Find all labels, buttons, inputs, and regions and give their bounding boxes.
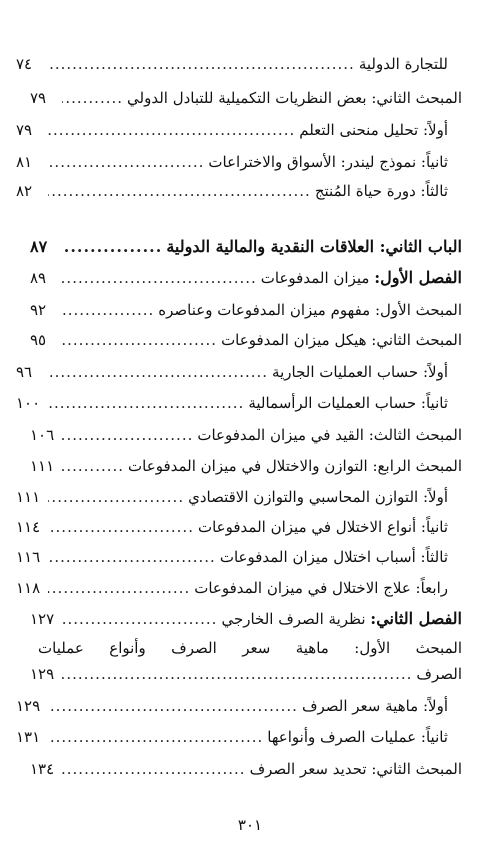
leader-dots xyxy=(62,300,154,320)
toc-page-number: ١٣١ xyxy=(16,728,41,746)
toc-entry xyxy=(16,54,448,74)
leader-dots xyxy=(48,696,298,716)
toc-entry xyxy=(16,362,448,382)
toc-entry-text: أولاً: تحليل منحنى التعلم xyxy=(299,121,448,139)
toc-entry-text: ثالثاً: أسباب اختلال ميزان المدفوعات xyxy=(219,548,448,566)
toc-entry xyxy=(30,88,462,108)
toc-entry xyxy=(30,300,462,320)
toc-page-number: ٧٤ xyxy=(16,55,33,73)
toc-chapter-heading xyxy=(30,609,462,629)
toc-entry-text: رابعاً: علاج الاختلال في ميزان المدفوعات xyxy=(194,579,448,597)
toc-entry-text: المبحث الثاني: بعض النظريات التكميلية للتبادل الدولي xyxy=(127,89,462,107)
toc-page-number: ٩٥ xyxy=(30,331,47,349)
toc-entry-text: للتجارة الدولية xyxy=(358,55,448,73)
page-number: ٣٠١ xyxy=(237,816,263,834)
toc-entry-text: المبحث الأول: مفهوم ميزان المدفوعات وعناصره xyxy=(158,301,462,319)
toc-entry-text: الباب الثاني: العلاقات النقدية والمالية الدولية xyxy=(166,237,462,256)
toc-entry xyxy=(30,425,462,445)
leader-dots xyxy=(48,152,204,172)
toc-entry-text: المبحث الثاني: تحديد سعر الصرف xyxy=(249,760,462,778)
toc-entry-text: المبحث الرابع: التوازن والاختلال في ميزان المدفوعات xyxy=(128,457,462,475)
toc-entry-text: ثالثاً: دورة حياة المُنتج xyxy=(314,182,448,200)
toc-page-number: ٩٦ xyxy=(16,363,33,381)
toc-entry xyxy=(16,393,448,413)
toc-entry-text: ميزان المدفوعات xyxy=(260,269,375,287)
toc-entry xyxy=(16,696,448,716)
leader-dots xyxy=(62,88,123,108)
toc-page-number: ١٢٩ xyxy=(16,697,41,715)
toc-entry xyxy=(16,578,448,598)
toc-entry xyxy=(30,664,462,684)
leader-dots xyxy=(62,609,217,629)
toc-entry xyxy=(30,456,462,476)
toc-entry-text: أولاً: ماهية سعر الصرف xyxy=(301,697,448,715)
toc-chapter-heading xyxy=(30,268,462,288)
leader-dots xyxy=(48,578,190,598)
leader-dots xyxy=(48,727,263,747)
leader-dots xyxy=(62,330,217,350)
toc-entry xyxy=(16,181,448,201)
leader-dots xyxy=(48,362,268,382)
toc-page-number: ١١١ xyxy=(16,488,41,506)
leader-dots xyxy=(62,237,162,257)
toc-entry-text: ثانياً: أنواع الاختلال في ميزان المدفوعات xyxy=(197,518,448,536)
toc-entry-line1: المبحث الأول: ماهية سعر الصرف وأنواع عمليات xyxy=(38,639,462,657)
leader-dots xyxy=(48,547,216,567)
toc-entry-text: نظرية الصرف الخارجي xyxy=(221,610,371,628)
toc-entry-text: ثانياً: حساب العمليات الرأسمالية xyxy=(248,394,448,412)
leader-dots xyxy=(48,54,355,74)
toc-entry-text: ثانياً: عمليات الصرف وأنواعها xyxy=(267,728,448,746)
toc-entry-text: أولاً: التوازن المحاسبي والتوازن الاقتصادي xyxy=(188,488,448,506)
toc-page-number: ١١٨ xyxy=(16,579,41,597)
leader-dots xyxy=(48,181,311,201)
toc-entry xyxy=(30,330,462,350)
toc-entry xyxy=(30,759,462,779)
toc-entry-text: المبحث الثاني: هيكل ميزان المدفوعات xyxy=(221,331,462,349)
chapter-label: الفصل الثاني: xyxy=(370,609,462,628)
toc-entry xyxy=(16,152,448,172)
leader-dots xyxy=(62,759,246,779)
leader-dots xyxy=(48,120,295,140)
toc-page-number: ٩٢ xyxy=(30,301,47,319)
toc-entry xyxy=(16,517,448,537)
toc-page-number: ١١١ xyxy=(30,457,55,475)
toc-page-number: ٨٩ xyxy=(30,269,47,287)
toc-entry xyxy=(16,120,448,140)
toc-page-number: ١١٤ xyxy=(16,518,41,536)
leader-dots xyxy=(48,393,244,413)
toc-page-number: ١٠٠ xyxy=(16,394,41,412)
leader-dots xyxy=(62,425,193,445)
leader-dots xyxy=(48,517,194,537)
toc-entry-text: الصرف xyxy=(416,665,462,683)
toc-entry-text: أولاً: حساب العمليات الجارية xyxy=(272,363,448,381)
toc-page-number: ٧٩ xyxy=(30,89,47,107)
toc-page-number: ٨٧ xyxy=(30,237,48,256)
toc-page-number: ٨١ xyxy=(16,153,33,171)
toc-page-number: ١٣٤ xyxy=(30,760,55,778)
toc-page-number: ١١٦ xyxy=(16,548,41,566)
toc-entry xyxy=(16,547,448,567)
toc-entry xyxy=(16,727,448,747)
leader-dots xyxy=(62,664,412,684)
leader-dots xyxy=(48,487,184,507)
toc-entry-text: ثانياً: نموذج ليندر: الأسواق والاختراعات xyxy=(208,153,448,171)
toc-page-number: ١٢٧ xyxy=(30,610,55,628)
toc-entry-text: المبحث الثالث: القيد في ميزان المدفوعات xyxy=(197,426,462,444)
toc-page-number: ٧٩ xyxy=(16,121,33,139)
leader-dots xyxy=(62,456,124,476)
toc-part-heading xyxy=(30,237,462,257)
toc-page-number: ١٢٩ xyxy=(30,665,55,683)
toc-entry xyxy=(16,487,448,507)
toc-page-number: ١٠٦ xyxy=(30,426,55,444)
chapter-label: الفصل الأول: xyxy=(374,268,462,287)
leader-dots xyxy=(62,268,257,288)
toc-page-number: ٨٢ xyxy=(16,182,33,200)
